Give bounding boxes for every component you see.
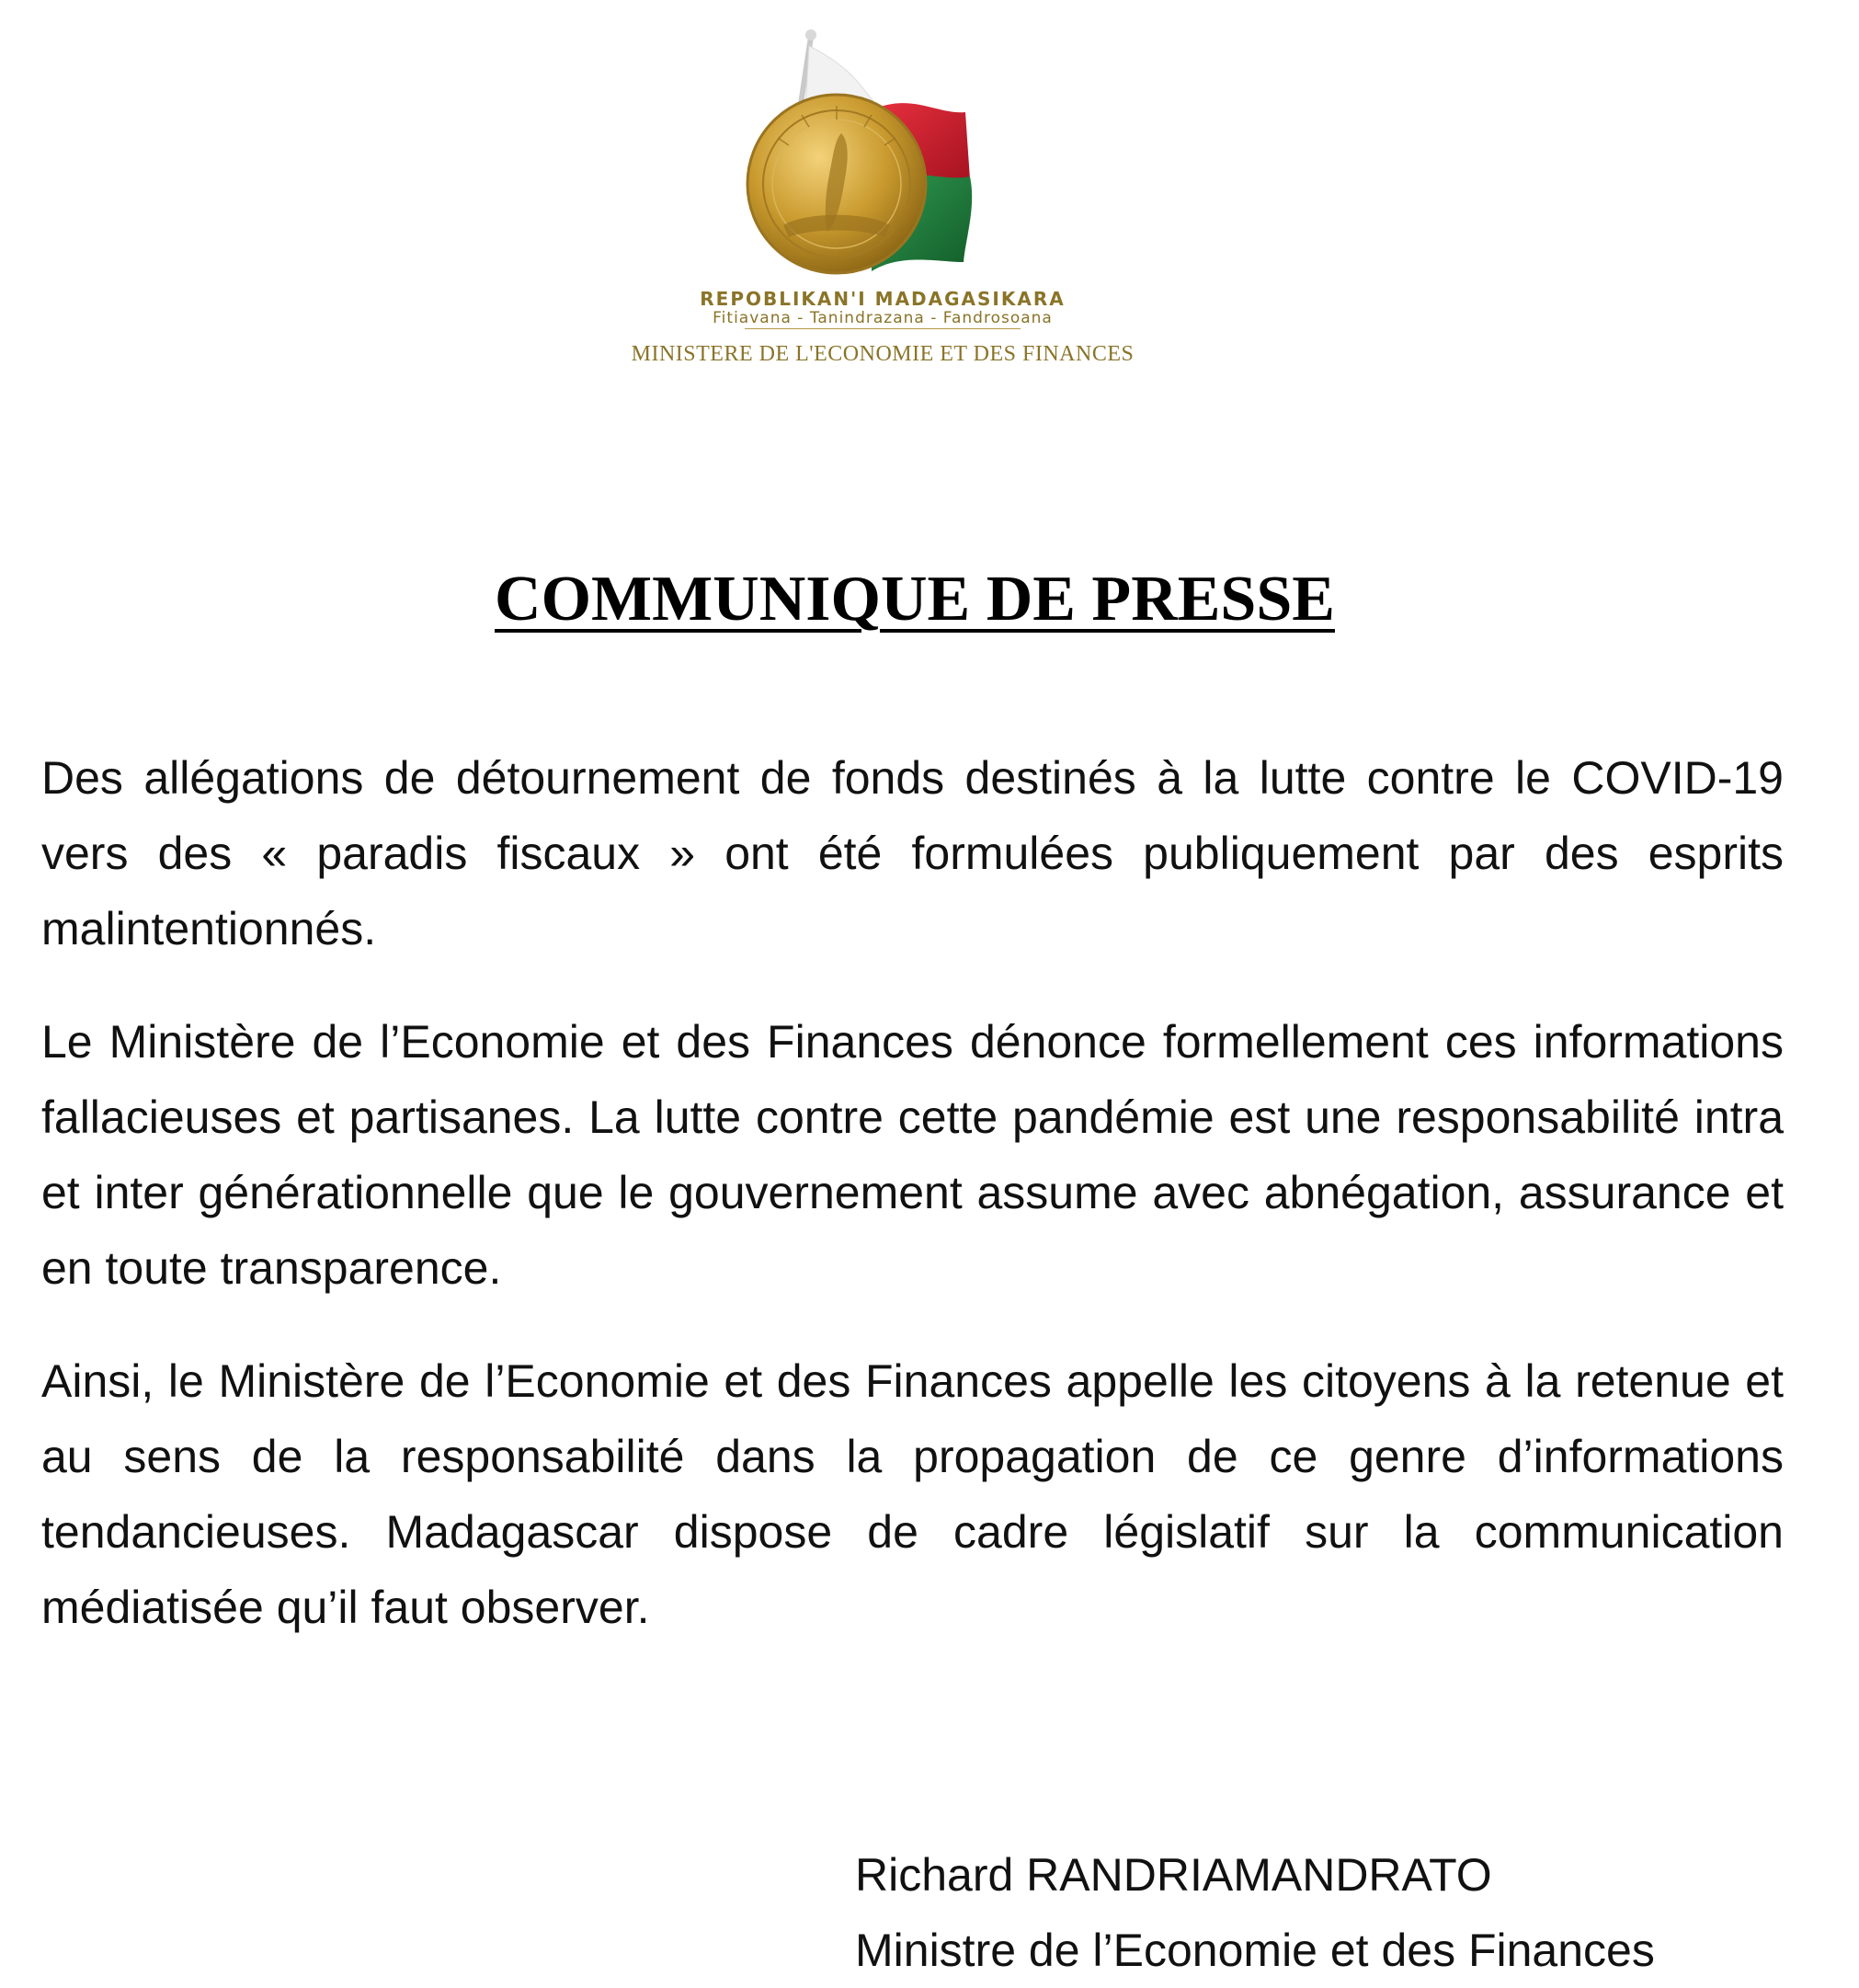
document-body	[41, 740, 1784, 1683]
national-motto: Fitiavana - Tanindrazana - Fandrosoana	[713, 309, 1053, 327]
body-paragraph-3: Ainsi, le Ministère de l’Economie et des Finances appelle les citoyens à la retenue et au sens de la responsabilité dans la propagation de ce genre d’informations tendancieuses. Madagascar dispose de cadre législatif sur la communication médiatisée qu’il faut observer.	[41, 1355, 1784, 1633]
letterhead	[607, 28, 1158, 377]
body-paragraph-1: Des allégations de détournement de fonds destinés à la lutte contre le COVID-19 vers des « paradis fiscaux » ont été formulées publiquement par des esprits malintentionnés.	[41, 752, 1784, 954]
motto-divider	[745, 328, 1021, 329]
signatory-name: Richard RANDRIAMANDRATO	[855, 1849, 1492, 1901]
signature-block	[855, 1837, 1848, 1988]
body-paragraph-2: Le Ministère de l’Economie et des Finances dénonce formellement ces informations fallacieuses et partisanes. La lutte contre cette pandémie est une responsabilité intra et inter générationnelle que le gouvernement assume avec abnégation, assurance et en toute transparence.	[41, 1016, 1784, 1294]
page-title: COMMUNIQUE DE PRESSE	[495, 564, 1335, 634]
madagascar-emblem-icon	[717, 28, 1030, 303]
signatory-role: Ministre de l’Economie et des Finances	[855, 1925, 1655, 1976]
ministry-name: MINISTERE DE L'ECONOMIE ET DES FINANCES	[631, 342, 1135, 366]
republic-name: REPOBLIKAN'I MADAGASIKARA	[700, 288, 1066, 310]
